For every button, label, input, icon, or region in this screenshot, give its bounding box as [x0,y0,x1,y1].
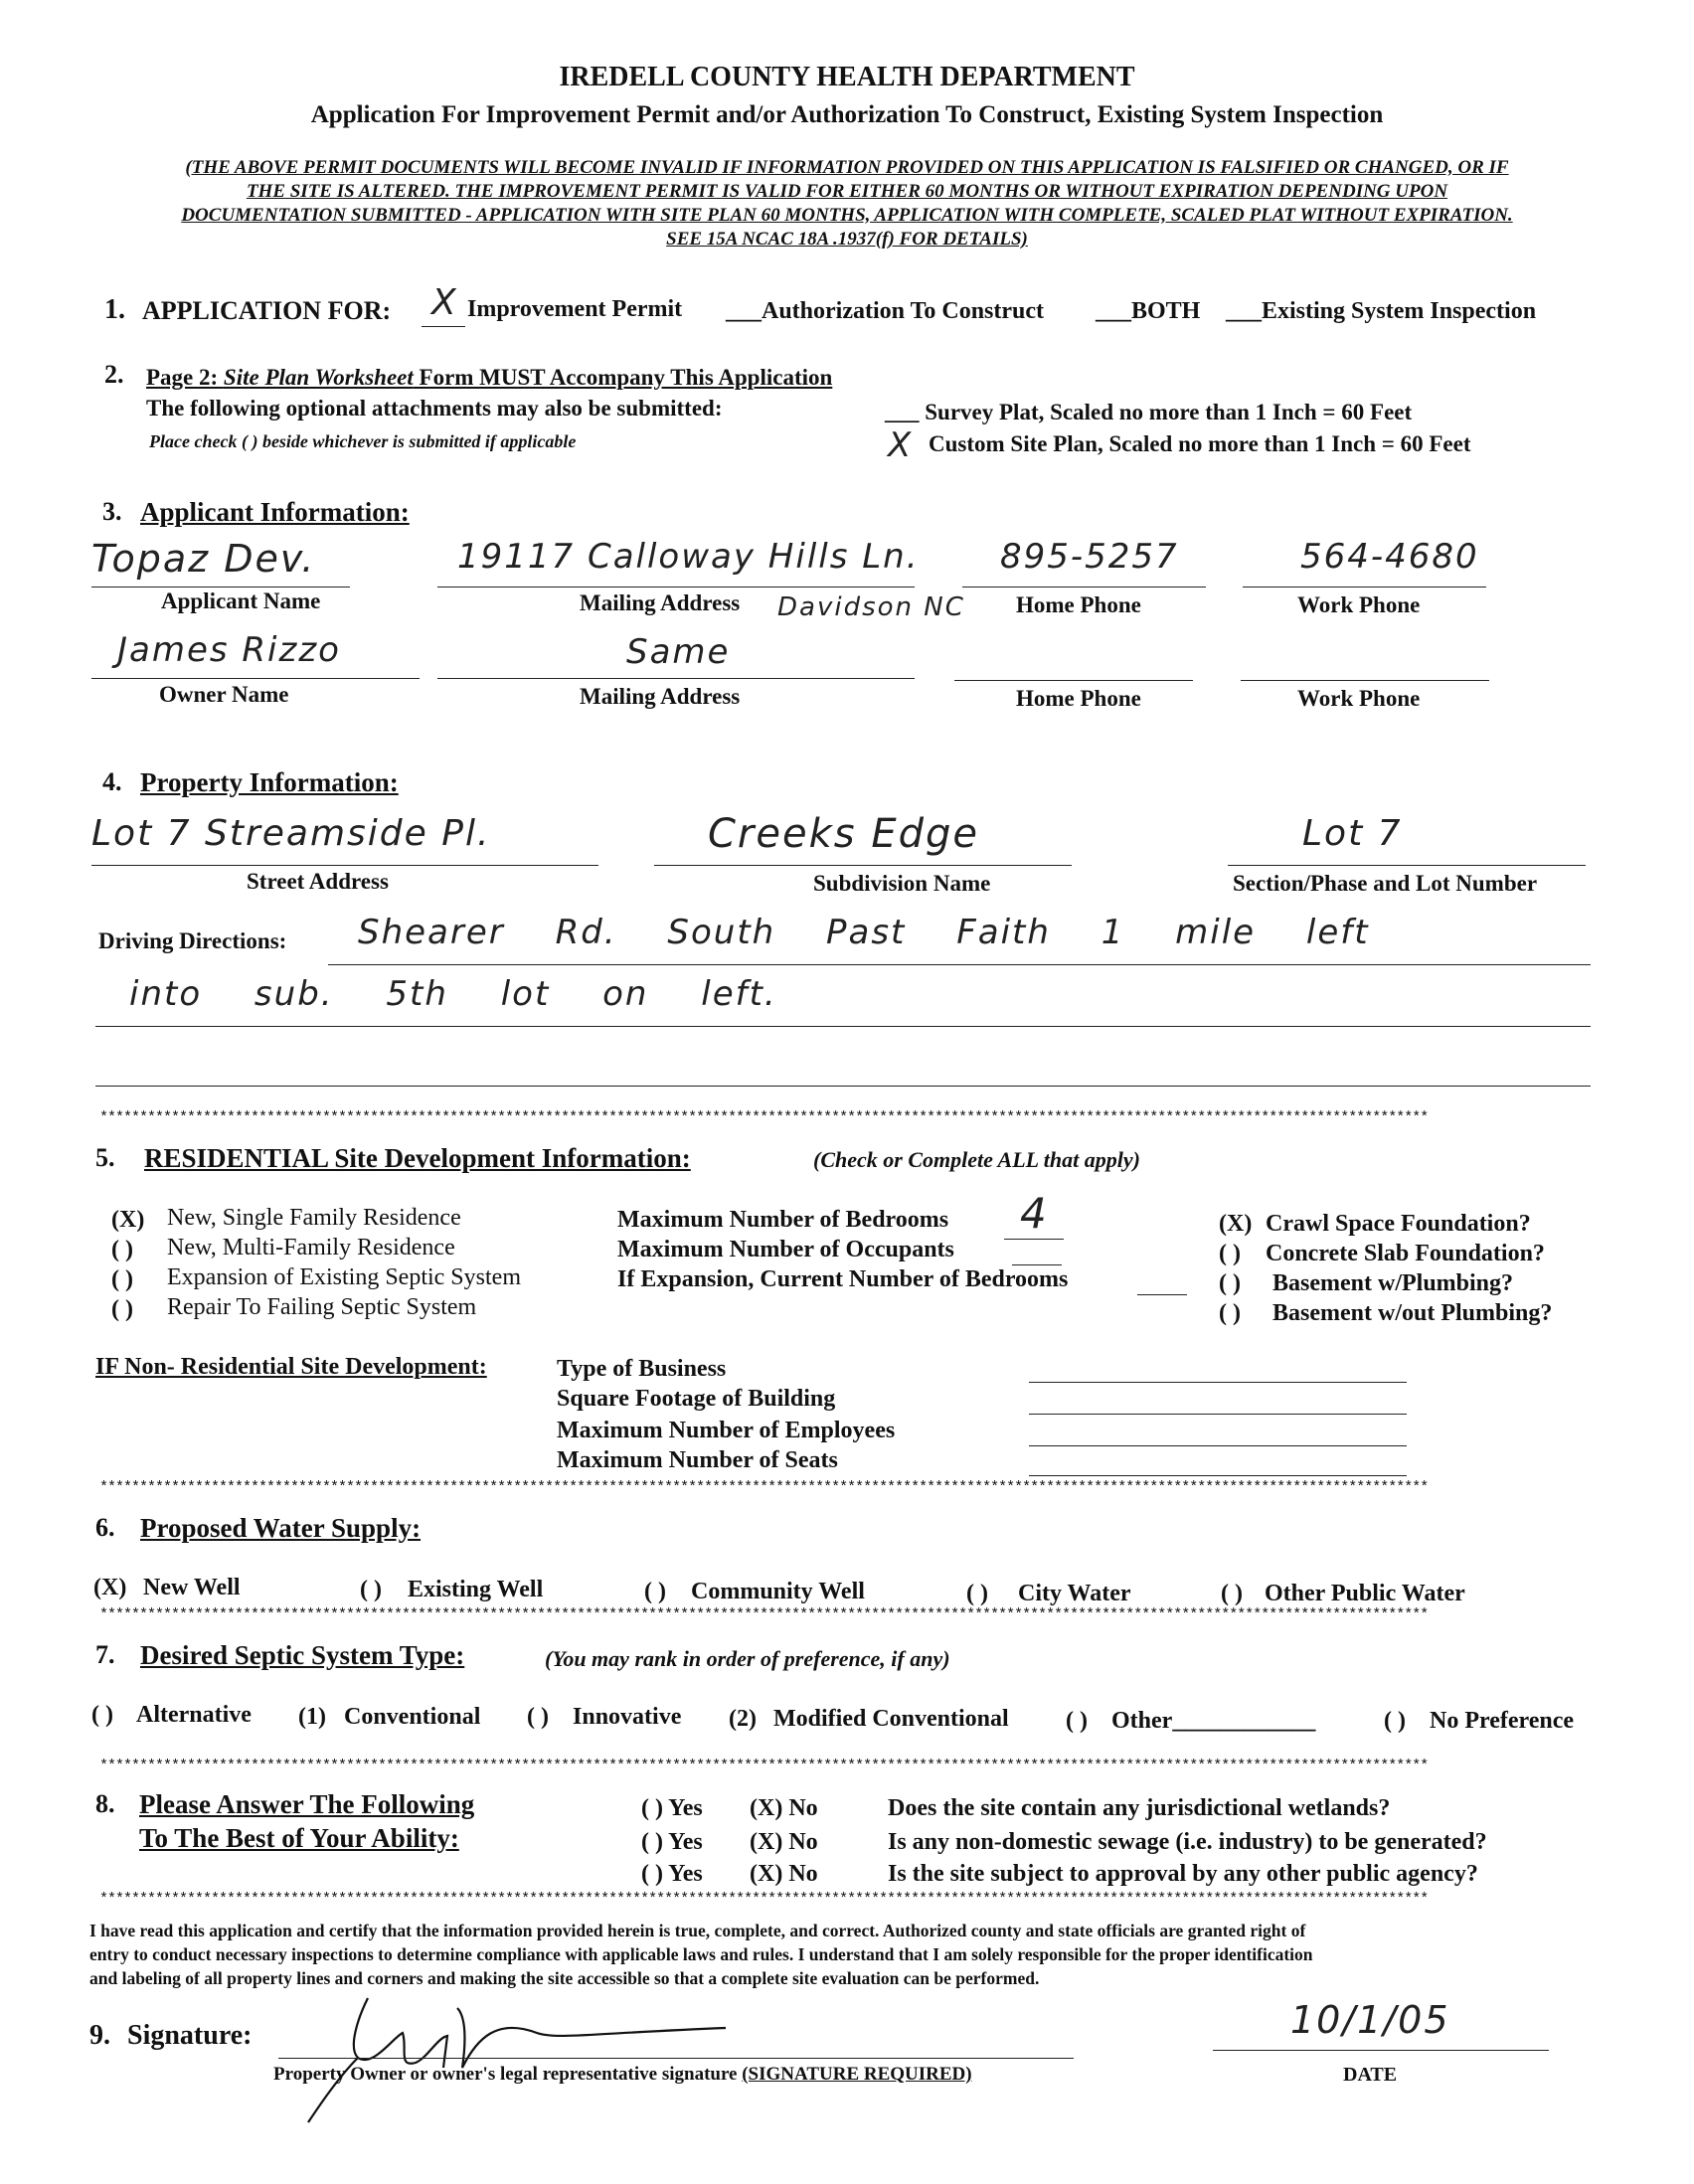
residential-note: (Check or Complete ALL that apply) [813,1147,1140,1172]
q2-no[interactable]: (X) No [750,1829,818,1855]
applicant-info-heading: Applicant Information: [140,497,410,527]
section-9-number: 9. [89,2020,110,2051]
divider-3: *********************************************************************************************************************************************************************** [99,1606,1429,1623]
residential-option-3-box[interactable]: ( ) [111,1266,133,1292]
certification-line-3: and labeling of all property lines and corners and making the site accessible so that a complete site evaluation can be performed. [89,1968,1040,1988]
answer-heading-1: Please Answer The Following [139,1789,475,1819]
q2-text: Is any non-domestic sewage (i.e. industry) to be generated? [888,1829,1487,1855]
foundation-option-4-label: Basement w/out Plumbing? [1272,1300,1553,1326]
q1-text: Does the site contain any jurisdictional wetlands? [888,1795,1391,1821]
opt-both[interactable]: ___BOTH [1096,298,1201,324]
application-for-label: APPLICATION FOR: [142,296,392,325]
current-bedrooms-label: If Expansion, Current Number of Bedrooms [617,1266,1069,1292]
water-option-3-box[interactable]: ( ) [644,1579,666,1604]
owner-home-phone-caption: Home Phone [1016,686,1141,711]
date-caption: DATE [1343,2064,1398,2086]
foundation-option-2-box[interactable]: ( ) [1219,1241,1241,1266]
date-value: 10/1/05 [1290,1998,1450,2042]
water-option-3-label: Community Well [691,1579,865,1604]
divider-2: *********************************************************************************************************************************************************************** [99,1479,1429,1496]
max-employees-label: Maximum Number of Employees [557,1418,896,1443]
type-of-business-label: Type of Business [557,1356,727,1382]
improvement-permit-check[interactable] [422,282,465,327]
section-2-number: 2. [104,360,124,389]
septic-option-4-box[interactable]: (2) [729,1706,757,1732]
max-bedrooms-value: 4 [1020,1189,1049,1238]
q3-text: Is the site subject to approval by any other public agency? [888,1861,1478,1887]
septic-option-2-label: Conventional [344,1704,481,1730]
mailing-address-value: 19117 Calloway Hills Ln. [457,537,920,577]
septic-option-5-box[interactable]: ( ) [1066,1708,1088,1734]
water-option-4-label: City Water [1018,1581,1131,1606]
foundation-option-1-box[interactable]: (X) [1219,1211,1253,1237]
max-occupants-label: Maximum Number of Occupants [617,1237,954,1262]
driving-directions-label: Driving Directions: [98,928,287,953]
certification-line-1: I have read this application and certify that the information provided herein is true, complete, and correct. Authorized county and state officials are granted right of [89,1921,1306,1940]
q3-yes[interactable]: ( ) Yes [641,1861,703,1887]
signature-scribble [298,1978,775,2127]
water-supply-heading: Proposed Water Supply: [140,1513,422,1543]
q1-no[interactable]: (X) No [750,1795,818,1821]
septic-option-3-label: Innovative [573,1704,682,1730]
section-phase-lot-caption: Section/Phase and Lot Number [1233,871,1538,896]
owner-name-value: James Rizzo [117,630,341,670]
divider-5: *********************************************************************************************************************************************************************** [99,1891,1429,1908]
subdivision-value: Creeks Edge [708,811,979,857]
residential-option-3-label: Expansion of Existing Septic System [167,1264,521,1290]
septic-option-6-box[interactable]: ( ) [1384,1708,1406,1734]
section-7-number: 7. [95,1640,115,1669]
driving-directions-line-1: Shearer Rd. South Past Faith 1 mile left [358,913,1370,952]
certification-line-2: entry to conduct necessary inspections to determine compliance with applicable laws and rules. I understand that I am solely responsible for the proper identification [89,1944,1313,1964]
street-address-value: Lot 7 Streamside Pl. [91,813,491,854]
foundation-option-1-label: Crawl Space Foundation? [1266,1211,1531,1237]
residential-option-4-label: Repair To Failing Septic System [167,1294,477,1320]
water-option-1-label: New Well [143,1575,241,1600]
place-check-note: Place check ( ) beside whichever is submitted if applicable [149,431,577,451]
subdivision-caption: Subdivision Name [813,871,991,896]
divider-1: *********************************************************************************************************************************************************************** [99,1109,1429,1126]
septic-option-1-box[interactable]: ( ) [91,1702,113,1728]
form-subtitle: Application For Improvement Permit and/or Authorization To Construct, Existing System Inspection [310,101,1384,128]
opt-authorization-to-construct[interactable]: ___Authorization To Construct [726,298,1045,324]
residential-option-2-box[interactable]: ( ) [111,1237,133,1262]
warning-line-1: (THE ABOVE PERMIT DOCUMENTS WILL BECOME INVALID IF INFORMATION PROVIDED ON THIS APPLICATION IS FALSIFIED OR CHANGED, OR IF [185,157,1509,178]
septic-option-4-label: Modified Conventional [773,1706,1009,1732]
septic-type-note: (You may rank in order of preference, if any) [545,1646,950,1671]
site-plan-heading-a: Page 2: [146,365,224,390]
driving-directions-line-2: into sub. 5th lot on left. [129,974,777,1014]
section-8-number: 8. [95,1789,115,1818]
septic-option-6-label: No Preference [1430,1708,1575,1734]
warning-line-2: THE SITE IS ALTERED. THE IMPROVEMENT PERMIT IS VALID FOR EITHER 60 MONTHS OR WITHOUT EXPIRATION DEPENDING UPON [246,181,1448,202]
signature-caption-a: Property Owner or owner's legal representative signature [273,2064,743,2085]
property-info-heading: Property Information: [140,767,399,797]
applicant-name-value: Topaz Dev. [91,537,316,581]
septic-option-1-label: Alternative [136,1702,252,1728]
mailing-address-city-value: Davidson NC [777,592,965,622]
foundation-option-4-box[interactable]: ( ) [1219,1300,1241,1326]
water-option-5-box[interactable]: ( ) [1221,1581,1243,1606]
owner-name-caption: Owner Name [159,682,289,707]
home-phone-caption: Home Phone [1016,592,1141,617]
q2-yes[interactable]: ( ) Yes [641,1829,703,1855]
septic-type-heading: Desired Septic System Type: [140,1640,465,1670]
section-3-number: 3. [102,497,122,526]
section-4-number: 4. [102,767,122,796]
check-mark: X [431,282,458,323]
site-plan-heading-c: Form MUST Accompany This Application [413,365,833,390]
water-option-2-label: Existing Well [408,1577,544,1602]
survey-plat-option[interactable]: ___ Survey Plat, Scaled no more than 1 Inch = 60 Feet [885,400,1413,424]
q3-no[interactable]: (X) No [750,1861,818,1887]
section-1-number: 1. [104,294,125,325]
water-option-5-label: Other Public Water [1265,1581,1465,1606]
signature-required: (SIGNATURE REQUIRED) [742,2064,972,2085]
divider-4: *********************************************************************************************************************************************************************** [99,1758,1429,1774]
water-option-4-box[interactable]: ( ) [966,1581,988,1606]
work-phone-value: 564-4680 [1300,537,1479,577]
residential-option-4-box[interactable]: ( ) [111,1296,133,1322]
max-seats-label: Maximum Number of Seats [557,1447,838,1473]
residential-option-1-box[interactable]: (X) [111,1207,145,1233]
residential-option-1-label: New, Single Family Residence [167,1205,461,1231]
work-phone-caption: Work Phone [1297,592,1421,617]
warning-line-3: DOCUMENTATION SUBMITTED - APPLICATION WITH SITE PLAN 60 MONTHS, APPLICATION WITH COMPLETE, SCALED PLAT WITHOUT EXPIRATION. [181,205,1513,226]
residential-heading: RESIDENTIAL Site Development Information: [144,1143,691,1173]
applicant-name-caption: Applicant Name [161,588,321,613]
site-plan-heading [146,365,832,391]
max-bedrooms-label: Maximum Number of Bedrooms [617,1207,949,1233]
q1-yes[interactable]: ( ) Yes [641,1795,703,1821]
square-footage-label: Square Footage of Building [557,1386,836,1412]
foundation-option-3-box[interactable]: ( ) [1219,1270,1241,1296]
water-option-1-box[interactable]: (X) [93,1575,127,1600]
street-address-caption: Street Address [247,869,389,894]
department-title: IREDELL COUNTY HEALTH DEPARTMENT [559,62,1135,92]
custom-site-plan-check[interactable]: X [888,425,914,465]
owner-mailing-value: Same [626,632,731,672]
section-6-number: 6. [95,1513,115,1542]
foundation-option-2-label: Concrete Slab Foundation? [1266,1241,1545,1266]
septic-option-3-box[interactable]: ( ) [527,1704,549,1730]
answer-heading-2: To The Best of Your Ability: [139,1823,459,1853]
site-plan-heading-b: Site Plan Worksheet [223,365,414,390]
residential-option-2-label: New, Multi-Family Residence [167,1235,455,1260]
water-option-2-box[interactable]: ( ) [360,1577,382,1602]
owner-mailing-caption: Mailing Address [580,684,741,709]
warning-line-4: SEE 15A NCAC 18A .1937(f) FOR DETAILS) [666,229,1028,250]
signature-caption [273,2064,972,2086]
opt-existing-system-inspection[interactable]: ___Existing System Inspection [1226,298,1537,324]
signature-label: Signature: [127,2020,253,2051]
home-phone-value: 895-5257 [1000,537,1179,577]
mailing-address-caption: Mailing Address [580,590,741,615]
optional-attachments-text: The following optional attachments may also be submitted: [146,396,723,420]
septic-option-5-label: Other____________ [1111,1708,1316,1734]
foundation-option-3-label: Basement w/Plumbing? [1272,1270,1514,1296]
septic-option-2-box[interactable]: (1) [298,1704,326,1730]
opt-improvement-permit: Improvement Permit [467,296,683,322]
section-5-number: 5. [95,1143,115,1172]
owner-work-phone-caption: Work Phone [1297,686,1421,711]
lot-number-value: Lot 7 [1302,813,1403,854]
non-residential-label: IF Non- Residential Site Development: [95,1354,487,1380]
custom-site-plan-option: Custom Site Plan, Scaled no more than 1 Inch = 60 Feet [929,431,1471,456]
